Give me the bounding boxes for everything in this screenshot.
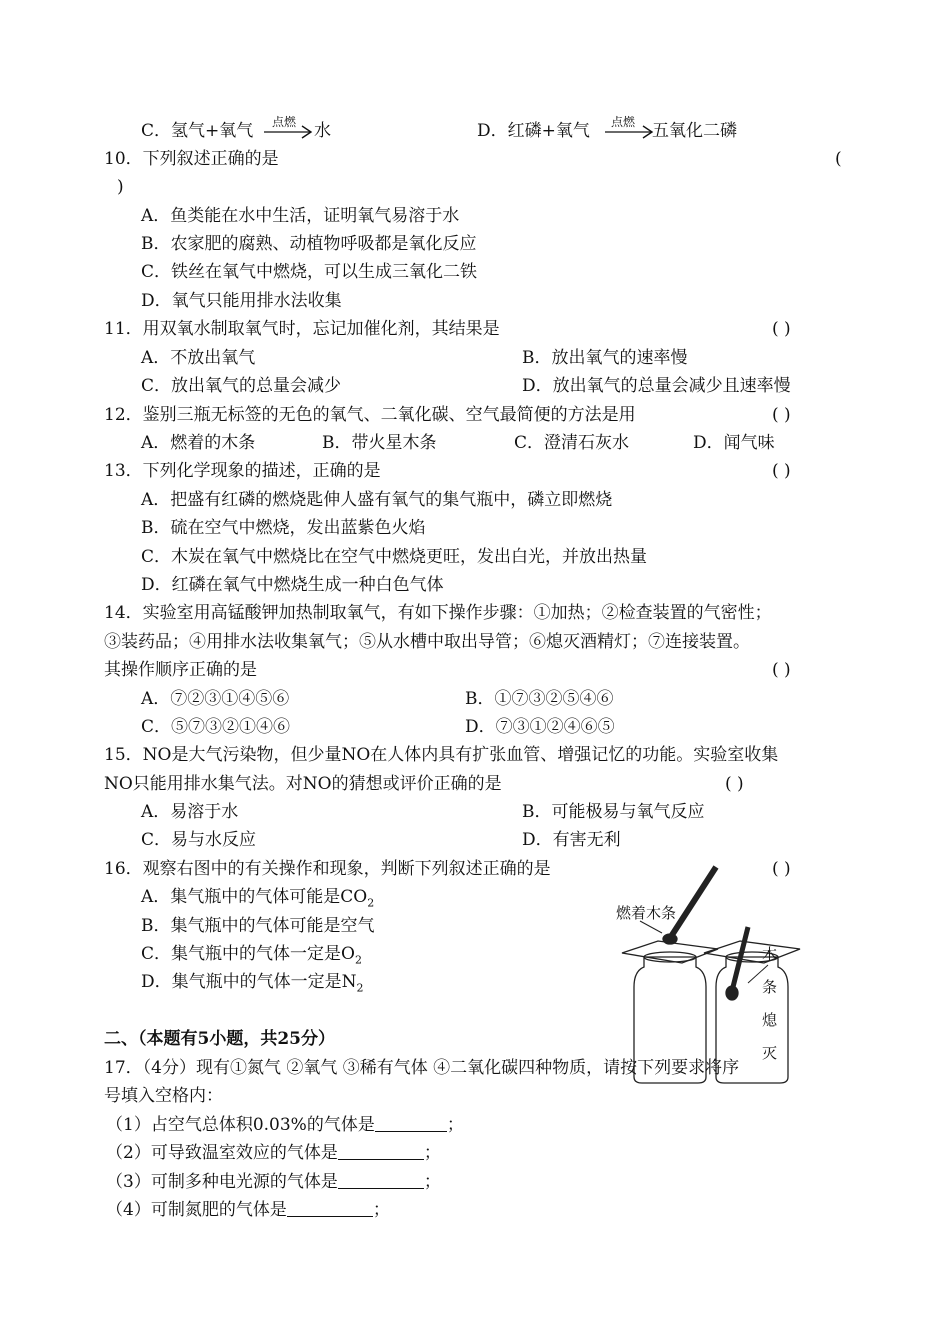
q16-bracket: ( ): [772, 859, 791, 879]
q16-option-d: D．集气瓶中的气体一定是$N_2$: [141, 972, 364, 995]
q14-line3: 其操作顺序正确的是: [104, 660, 257, 680]
q17-line2: 号填入空格内：: [104, 1086, 223, 1106]
q13-option-d: D．红磷在氧气中燃烧生成一种白色气体: [141, 575, 444, 595]
reaction-arrow-d: [603, 113, 655, 145]
reaction-arrow-c: [262, 113, 314, 145]
q10-option-c: C．铁丝在氧气中燃烧，可以生成三氧化二铁: [141, 262, 478, 282]
q17-item-1: （1）占空气总体积0.03%的气体是 ；: [106, 1115, 464, 1135]
q12-stem: 12．鉴别三瓶无标签的无色的氧气、二氧化碳、空气最简便的方法是用: [104, 405, 636, 425]
q12-option-b: B．带火星木条: [322, 433, 437, 453]
q13-stem: 13．下列化学现象的描述，正确的是: [104, 461, 381, 481]
q14-bracket: ( ): [772, 660, 791, 680]
gas-bottle-figure: [600, 855, 840, 1085]
q11-option-a: A．不放出氧气: [141, 348, 256, 368]
q15-line1: 15．NO是大气污染物，但少量NO在人体内具有扩张血管、增强记忆的功能。实验室收集: [104, 745, 779, 765]
q15-option-b: B．可能极易与氧气反应: [522, 802, 705, 822]
figure-label-side-2: 条: [762, 978, 778, 996]
q16-stem: 16．观察右图中的有关操作和现象，判断下列叙述正确的是: [104, 859, 551, 879]
arrow-icon: [262, 113, 314, 145]
q14-line2: ③装药品；④用排水法收集氧气；⑤从水槽中取出导管；⑥熄灭酒精灯；⑦连接装置。: [104, 632, 750, 652]
q9-option-d-right: 五氧化二磷: [652, 121, 737, 141]
q16-option-a: A．集气瓶中的气体可能是$CO_2$: [141, 887, 375, 910]
arrow-icon: [603, 113, 655, 145]
q11-stem: 11．用双氧水制取氧气时，忘记加催化剂，其结果是: [104, 319, 500, 339]
q11-option-c: C．放出氧气的总量会减少: [141, 376, 342, 396]
q12-option-a: A．燃着的木条: [141, 433, 256, 453]
q11-option-d: D．放出氧气的总量会减少且速率慢: [522, 376, 791, 396]
q17-item-2: （2）可导致温室效应的气体是 ；: [106, 1143, 441, 1163]
section-2-title: 二、（本题有5小题，共25分）: [104, 1029, 335, 1049]
q9-option-c-right: 水: [314, 121, 331, 141]
q13-option-c: C．木炭在氧气中燃烧比在空气中燃烧更旺，发出白光，并放出热量: [141, 547, 648, 567]
q13-option-b: B．硫在空气中燃烧，发出蓝紫色火焰: [141, 518, 426, 538]
q15-option-d: D．有害无利: [522, 830, 621, 850]
q9-option-d-left: D．红磷+氧气: [477, 121, 590, 141]
q16-option-b: B．集气瓶中的气体可能是空气: [141, 916, 375, 936]
answer-blank[interactable]: [287, 1200, 373, 1217]
q17-line1: 17．（4分）现有①氮气 ②氧气 ③稀有气体 ④二氧化碳四种物质，请按下列要求将序: [104, 1058, 740, 1078]
figure-label-side-4: 灭: [762, 1044, 778, 1062]
q11-bracket: ( ): [772, 319, 791, 339]
q14-option-b: B．①⑦③②⑤④⑥: [465, 689, 614, 709]
q15-option-c: C．易与水反应: [141, 830, 257, 850]
figure-label-side-1: 木: [762, 945, 778, 963]
q15-option-a: A．易溶于水: [141, 802, 239, 822]
figure-label-burning: 燃着木条: [616, 904, 677, 922]
q10-option-d: D．氧气只能用排水法收集: [141, 291, 342, 311]
q13-bracket: ( ): [772, 461, 791, 481]
bottle-diagram: [600, 855, 840, 1085]
q14-option-d: D．⑦③①②④⑥⑤: [465, 717, 615, 737]
answer-blank[interactable]: [375, 1115, 447, 1132]
q15-bracket: ( ): [725, 774, 744, 794]
q15-line2: NO只能用排水集气法。对NO的猜想或评价正确的是: [104, 774, 502, 794]
q14-line1: 14．实验室用高锰酸钾加热制取氧气，有如下操作步骤：①加热；②检查装置的气密性；: [104, 603, 772, 623]
q12-bracket: ( ): [772, 405, 791, 425]
q17-item-4: （4）可制氮肥的气体是 ；: [106, 1200, 390, 1220]
q9-option-c-left: C．氢气+氧气: [141, 121, 254, 141]
q10-bracket-close: ): [117, 177, 124, 197]
q12-option-c: C．澄清石灰水: [514, 433, 630, 453]
q10-bracket-open: (: [835, 149, 842, 169]
q13-option-a: A．把盛有红磷的燃烧匙伸人盛有氧气的集气瓶中，磷立即燃烧: [141, 490, 613, 510]
q14-option-c: C．⑤⑦③②①④⑥: [141, 717, 291, 737]
q12-option-d: D．闻气味: [693, 433, 775, 453]
answer-blank[interactable]: [338, 1172, 424, 1189]
q10-option-b: B．农家肥的腐熟、动植物呼吸都是氧化反应: [141, 234, 477, 254]
q11-option-b: B．放出氧气的速率慢: [522, 348, 688, 368]
q16-option-c: C．集气瓶中的气体一定是$O_2$: [141, 944, 362, 967]
figure-label-side-3: 熄: [762, 1011, 778, 1029]
reaction-condition: 点燃: [272, 115, 297, 129]
reaction-condition: 点燃: [611, 115, 636, 129]
answer-blank[interactable]: [338, 1143, 424, 1160]
q17-item-3: （3）可制多种电光源的气体是 ；: [106, 1172, 441, 1192]
q10-option-a: A．鱼类能在水中生活，证明氧气易溶于水: [141, 206, 460, 226]
q10-stem: 10．下列叙述正确的是: [104, 149, 279, 169]
q14-option-a: A．⑦②③①④⑤⑥: [141, 689, 290, 709]
